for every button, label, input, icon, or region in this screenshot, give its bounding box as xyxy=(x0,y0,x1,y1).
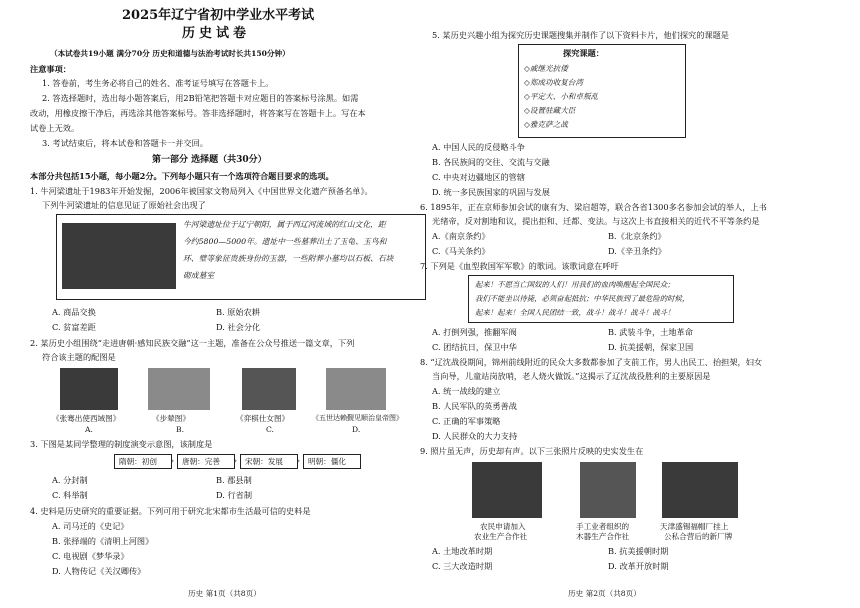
note-1: 1. 答卷前，考生务必将自己的姓名、准考证号填写在答题卡上。 xyxy=(42,78,274,88)
q4-option-d: D. 人物传记《关汉卿传》 xyxy=(52,566,146,576)
q3-chain-1-label: 隋朝：初创 xyxy=(119,457,157,466)
q3-option-a: A. 分封制 xyxy=(52,475,88,485)
q9-stem: 9. 照片虽无声，历史却有声。以下三张照片反映的史实发生在 xyxy=(420,446,644,456)
part1-heading: 第一部分 选择题（共30分） xyxy=(152,155,267,165)
part1-intro: 本部分共包括15小题，每小题2分。下列每小题只有一个选项符合题目要求的选项。 xyxy=(30,171,334,181)
q4-stem: 4. 史料是历史研究的重要证据。下列可用于研究北宋都市生活最可信的史料是 xyxy=(30,506,311,516)
q2-caption-c: 《弈棋仕女图》 xyxy=(236,414,290,423)
q7-option-c: C. 团结抗日，保卫中华 xyxy=(432,342,517,352)
q7-option-b: B. 武装斗争，土地革命 xyxy=(608,327,693,337)
q8-option-b: B. 人民军队的英勇善战 xyxy=(432,401,517,411)
exam-info: （本试卷共19小题 满分70分 历史和道德与法治考试时长共150分钟） xyxy=(50,49,290,58)
q9-option-b: B. 抗美援朝时期 xyxy=(608,546,669,556)
q4-option-b: B. 张择端的《清明上河图》 xyxy=(52,536,154,546)
q1-stem-2: 下列牛河梁遗址的信息见证了原始社会出现了 xyxy=(42,200,206,210)
q1-stem-1: 1. 牛河梁遗址于1983年开始发掘，2006年被国家文物局列入《中国世界文化遗产预备名单》。 xyxy=(30,186,373,196)
footer-right: 历史 第2页（共8页） xyxy=(568,589,641,598)
q8-stem-1: 8. “辽沈战役期间，锦州前线附近的民众大多数都参加了支前工作，男人出民工、抬担架，妇女 xyxy=(420,357,763,367)
q1-option-b: B. 原始农耕 xyxy=(216,307,260,317)
q9-option-c: C. 三大改造时期 xyxy=(432,561,493,571)
q3-arrow-1: › xyxy=(171,456,175,465)
q5-card-item-1: ◇戚继光抗倭 xyxy=(524,64,568,73)
q8-option-c: C. 正确的军事策略 xyxy=(432,416,501,426)
q8-stem-2: 当向导，儿童站岗放哨，老人烧火做饭。”这揭示了辽沈战役胜利的主要原因是 xyxy=(432,371,711,381)
q7-lyrics-3: 起来！起来！全国人民团结一致，战斗！战斗！战斗！战斗！ xyxy=(475,308,675,317)
q2-image-c xyxy=(242,368,296,410)
q6-option-b: B.《北京条约》 xyxy=(608,231,666,241)
q5-card-item-3: ◇平定大、小和卓叛乱 xyxy=(524,92,599,101)
q4-option-c: C. 电视剧《梦华录》 xyxy=(52,551,129,561)
q3-option-d: D. 行省制 xyxy=(216,490,253,500)
q2-caption-d: 《五世达赖觐见顺治皇帝图》 xyxy=(312,414,403,422)
q5-option-b: B. 各民族间的交往、交流与交融 xyxy=(432,157,550,167)
q9-option-a: A. 土地改革时期 xyxy=(432,546,493,556)
q1-option-d: D. 社会分化 xyxy=(216,322,261,332)
q2-option-c: C. xyxy=(266,425,274,434)
q3-chain-3 xyxy=(240,454,301,469)
q2-image-a xyxy=(60,368,118,410)
q8-option-d: D. 人民群众的大力支持 xyxy=(432,431,518,441)
exam-title: 2025年辽宁省初中学业水平考试 xyxy=(122,8,315,23)
q3-chain-4 xyxy=(303,454,361,469)
q9-option-d: D. 改革开放时期 xyxy=(608,561,669,571)
subject-title: 历史试卷 xyxy=(182,26,251,41)
q3-option-c: C. 科举制 xyxy=(52,490,88,500)
q3-stem: 3. 下图是某同学整理的制度演变示意图，该制度是 xyxy=(30,439,213,449)
q5-card-item-2: ◇郑成功收复台湾 xyxy=(524,78,583,87)
q7-option-d: D. 抗美援朝，保家卫国 xyxy=(608,342,694,352)
q2-caption-b: 《步辇图》 xyxy=(152,414,190,423)
note-3: 3. 考试结束后，将本试卷和答题卡一并交回。 xyxy=(42,138,208,148)
q5-option-a: A. 中国人民的反侵略斗争 xyxy=(432,142,525,152)
q1-box-line-4: 砌成墓室 xyxy=(183,271,215,280)
q3-arrow-2: › xyxy=(234,456,238,465)
q1-material-box xyxy=(56,214,426,300)
q5-card xyxy=(518,44,686,138)
q7-lyrics-2: 我们不能坐以待毙，必须奋起抵抗；中华民族到了最危险的时候， xyxy=(475,294,690,303)
q5-card-item-5: ◇雅克萨之战 xyxy=(524,120,568,129)
q3-chain-2-label: 唐朝：完善 xyxy=(182,457,220,466)
q2-option-a: A. xyxy=(85,425,93,434)
q6-stem-1: 6. 1895年，正在京师参加会试的康有为、梁启超等，联合各省1300多名参加会试的举人，上书 xyxy=(420,202,767,212)
q2-stem-2: 符合该主题的配图是 xyxy=(42,352,116,362)
q9-photo-2 xyxy=(580,462,636,518)
notes-heading: 注意事项： xyxy=(30,64,71,74)
q3-chain-4-label: 明朝：僵化 xyxy=(308,457,346,466)
q7-lyrics-1: 起来！不愿当亡国奴的人们！用我们的血肉唤醒起全国民众； xyxy=(475,280,675,289)
q9-caption-3b: 公私合营后的新厂牌 xyxy=(664,532,733,541)
q9-caption-2b: 木器生产合作社 xyxy=(576,532,630,541)
q3-chain-2 xyxy=(177,454,238,469)
q7-stem: 7. 下列是《血型救国军军歌》的歌词。该歌词意在呼吁 xyxy=(420,261,619,271)
q3-chain-1 xyxy=(114,454,175,469)
q5-stem: 5. 某历史兴趣小组为探究历史课题搜集并制作了以下资料卡片，他们探究的课题是 xyxy=(432,30,729,40)
q5-option-d: D. 统一多民族国家的巩固与发展 xyxy=(432,187,550,197)
q5-option-c: C. 中央对边疆地区的管辖 xyxy=(432,172,526,182)
q9-caption-1b: 农业生产合作社 xyxy=(474,532,528,541)
q2-option-d: D. xyxy=(352,425,361,434)
note-2c: 试卷上无效。 xyxy=(30,123,80,133)
q1-option-a: A. 商品交换 xyxy=(52,307,96,317)
note-2b: 改动，用橡皮擦干净后，再选涂其他答案标号。答非选择题时，将答案写在答题卡上。写在本 xyxy=(30,108,366,118)
q3-option-b: B. 郡县制 xyxy=(216,475,252,485)
q2-stem-1: 2. 某历史小组围绕“走进唐朝·感知民族交融”这一主题，准备在公众号推送一篇文章，下列 xyxy=(30,338,355,348)
q5-card-item-4: ◇设置驻藏大臣 xyxy=(524,106,576,115)
q2-image-d xyxy=(326,368,386,410)
q5-card-title: 探究课题： xyxy=(563,48,604,58)
q8-option-a: A. 统一战线的建立 xyxy=(432,386,501,396)
q9-caption-3a: 天津盛锡福帽厂挂上 xyxy=(660,522,729,531)
q6-stem-2: 光绪帝，反对割地和议，提出拒和、迁都、变法。与这次上书直接相关的近代不平等条约是 xyxy=(432,216,760,226)
q9-photo-1 xyxy=(472,462,542,518)
q1-site-photo xyxy=(62,223,176,289)
q1-box-line-1: 牛河梁遗址位于辽宁朝阳，属于西辽河流域的红山文化，距 xyxy=(183,220,386,229)
q7-option-a: A. 打倒列强，推翻军阀 xyxy=(432,327,517,337)
q3-arrow-3: › xyxy=(297,456,301,465)
q6-option-c: C.《马关条约》 xyxy=(432,246,490,256)
q6-option-a: A.《南京条约》 xyxy=(432,231,490,241)
q9-photo-3 xyxy=(662,462,738,518)
q1-box-line-3: 环、璧等象征贵族身份的玉器，一些附葬小墓均以石板、石块 xyxy=(183,254,394,263)
q1-option-c: C. 贫富差距 xyxy=(52,322,96,332)
footer-left: 历史 第1页（共8页） xyxy=(188,589,261,598)
q3-chain-3-label: 宋朝：发展 xyxy=(245,457,283,466)
q6-option-d: D.《辛丑条约》 xyxy=(608,246,666,256)
note-2a: 2. 答选择题时，选出每小题答案后，用2B铅笔把答题卡对应题目的答案标号涂黑。如需 xyxy=(42,93,359,103)
q2-option-b: B. xyxy=(176,425,184,434)
q2-caption-a: 《张骞出使西域图》 xyxy=(52,414,121,423)
q2-image-b xyxy=(148,368,210,410)
q1-box-line-2: 今约5800—5000年。遗址中一些墓葬出土了玉龟、玉鸟和 xyxy=(183,237,387,246)
q4-option-a: A. 司马迁的《史记》 xyxy=(52,521,129,531)
q9-caption-2a: 手工业者组织的 xyxy=(576,522,630,531)
q9-caption-1a: 农民申请加入 xyxy=(480,522,526,531)
q7-lyrics-box xyxy=(468,275,734,323)
